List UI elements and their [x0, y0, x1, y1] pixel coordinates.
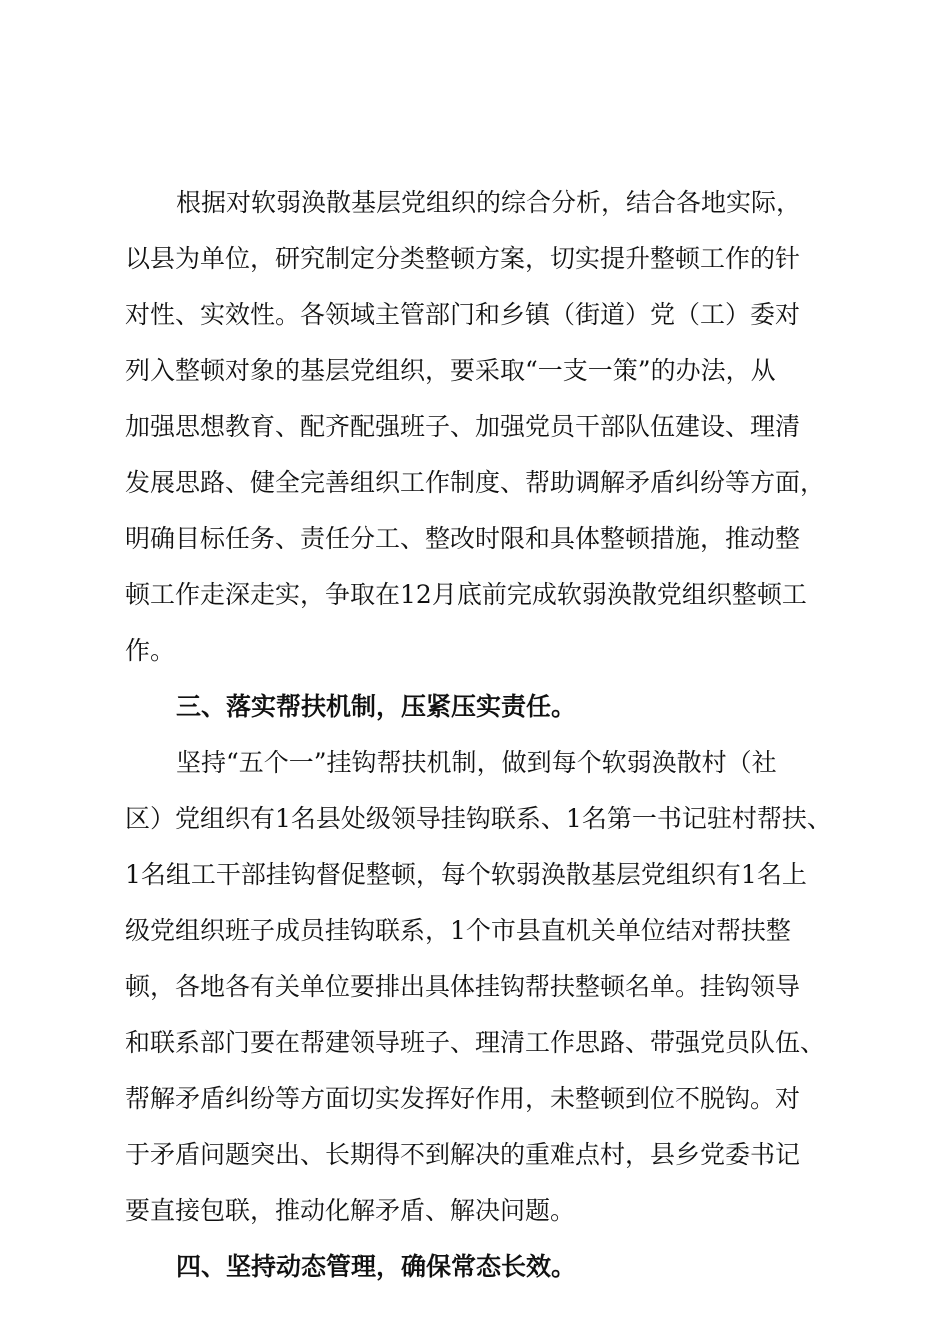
paragraph-line: 坚持“五个一”挂钩帮扶机制，做到每个软弱涣散村（社: [176, 748, 777, 777]
paragraph-line: 对性、实效性。各领域主管部门和乡镇（街道）党（工）委对: [125, 300, 801, 329]
paragraph-line: 和联系部门要在帮建领导班子、理清工作思路、带强党员队伍、: [125, 1028, 826, 1057]
paragraph-line: 顿工作走深走实，争取在12月底前完成软弱涣散党组织整顿工: [125, 580, 807, 609]
paragraph-line: 帮解矛盾纠纷等方面切实发挥好作用，未整顿到位不脱钩。对: [125, 1084, 801, 1113]
section-heading: 三、落实帮扶机制，压紧压实责任。: [176, 692, 577, 721]
paragraph-line: 发展思路、健全完善组织工作制度、帮助调解矛盾纠纷等方面，: [125, 468, 826, 497]
paragraph-line: 1名组工干部挂钩督促整顿，每个软弱涣散基层党组织有1名上: [125, 860, 807, 889]
paragraph-line: 级党组织班子成员挂钩联系，1个市县直机关单位结对帮扶整: [125, 916, 791, 945]
paragraph-line: 顿，各地各有关单位要排出具体挂钩帮扶整顿名单。挂钩领导: [125, 972, 801, 1001]
paragraph-line: 根据对软弱涣散基层党组织的综合分析，结合各地实际，: [176, 188, 802, 217]
paragraph-line: 于矛盾问题突出、长期得不到解决的重难点村，县乡党委书记: [125, 1140, 801, 1169]
paragraph-line: 以县为单位，研究制定分类整顿方案，切实提升整顿工作的针: [125, 244, 801, 273]
paragraph-line: 作。: [125, 636, 176, 665]
paragraph-line: 列入整顿对象的基层党组织，要采取“一支一策”的办法，从: [125, 356, 776, 385]
section-heading: 四、坚持动态管理，确保常态长效。: [176, 1252, 577, 1281]
paragraph-line: 区）党组织有1名县处级领导挂钩联系、1名第一书记驻村帮扶、: [125, 804, 832, 833]
paragraph-line: 加强思想教育、配齐配强班子、加强党员干部队伍建设、理清: [125, 412, 801, 441]
paragraph-line: 明确目标任务、责任分工、整改时限和具体整顿措施，推动整: [125, 524, 801, 553]
paragraph-line: 要直接包联，推动化解矛盾、解决问题。: [125, 1196, 576, 1225]
